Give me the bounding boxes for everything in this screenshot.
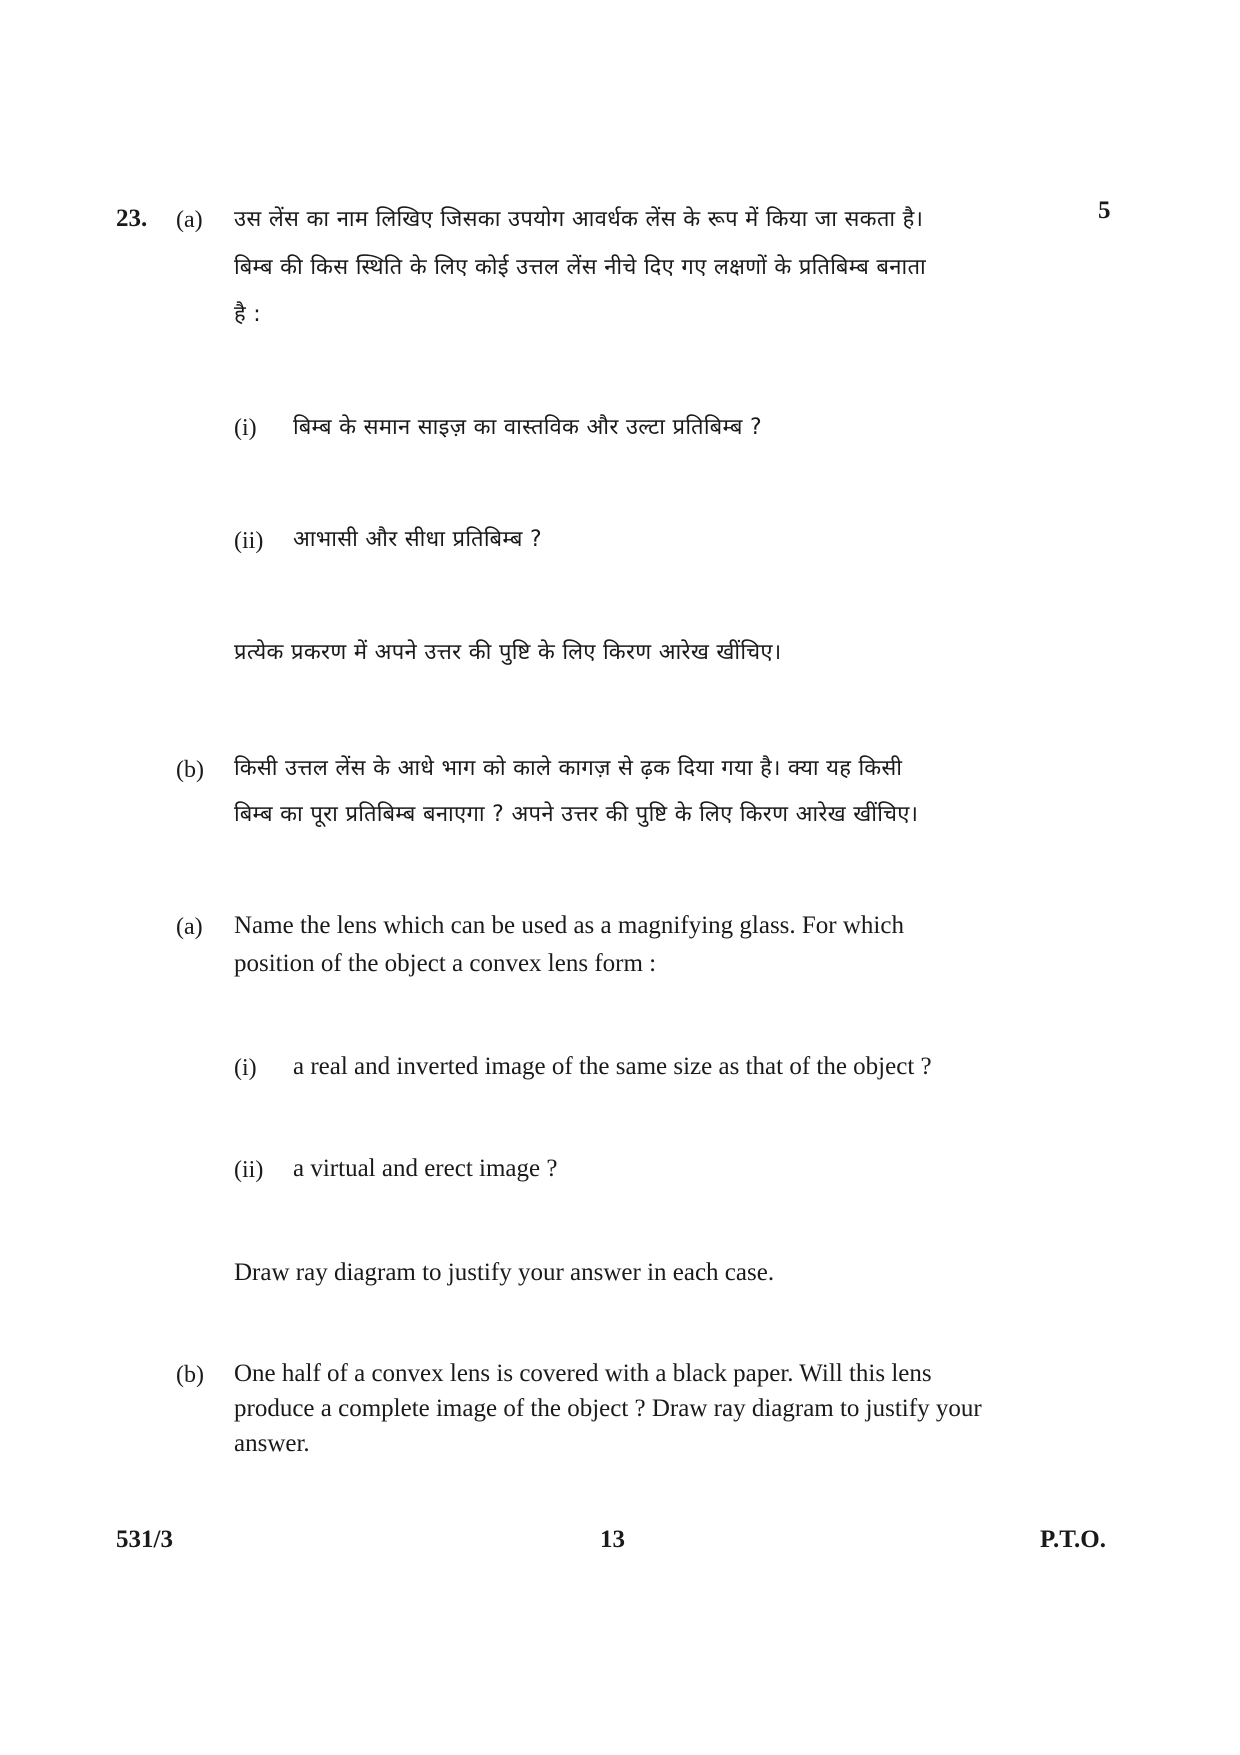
hindi-part-a-label: (a) [176,207,203,233]
question-number: 23. [116,205,148,232]
english-part-b-line-2: produce a complete image of the object ? Draw ray diagram to justify your [234,1395,982,1422]
hindi-part-a-line-1: उस लेंस का नाम लिखिए जिसका उपयोग आवर्धक लेंस के रूप में किया जा सकता है। [234,207,924,232]
english-subpart-ii-text: a virtual and erect image ? [293,1155,558,1182]
english-part-b-label: (b) [176,1362,204,1388]
hindi-subpart-ii-label: (ii) [234,528,264,554]
english-instruction: Draw ray diagram to justify your answer in each case. [234,1259,775,1286]
footer-page-number: 13 [600,1526,625,1553]
english-part-a-line-1: Name the lens which can be used as a magnifying glass. For which [234,912,904,939]
hindi-part-b-line-2: बिम्ब का पूरा प्रतिबिम्ब बनाएगा ? अपने उत्तर की पुष्टि के लिए किरण आरेख खींचिए। [234,802,919,827]
english-subpart-i-label: (i) [234,1055,257,1081]
english-part-a-line-2: position of the object a convex lens form : [234,950,657,977]
hindi-subpart-i-label: (i) [234,415,257,441]
footer-paper-code: 531/3 [116,1526,173,1553]
hindi-instruction: प्रत्येक प्रकरण में अपने उत्तर की पुष्टि के लिए किरण आरेख खींचिए। [234,640,782,665]
hindi-subpart-i-text: बिम्ब के समान साइज़ का वास्तविक और उल्टा प्रतिबिम्ब ? [293,415,763,440]
footer-pto: P.T.O. [1040,1526,1106,1553]
english-subpart-ii-label: (ii) [234,1157,264,1183]
hindi-part-a-line-3: है : [234,302,261,327]
english-part-b-line-1: One half of a convex lens is covered with a black paper. Will this lens [234,1360,932,1387]
english-part-b-line-3: answer. [234,1430,310,1457]
english-subpart-i-text: a real and inverted image of the same size as that of the object ? [293,1053,932,1080]
hindi-part-b-label: (b) [176,757,204,783]
hindi-subpart-ii-text: आभासी और सीधा प्रतिबिम्ब ? [293,527,542,552]
hindi-part-a-line-2: बिम्ब की किस स्थिति के लिए कोई उत्तल लेंस नीचे दिए गए लक्षणों के प्रतिबिम्ब बनाता [234,255,926,280]
hindi-part-b-line-1: किसी उत्तल लेंस के आधे भाग को काले कागज़ से ढ़क दिया गया है। क्या यह किसी [234,756,903,781]
english-part-a-label: (a) [176,914,203,940]
question-marks: 5 [1098,197,1111,224]
